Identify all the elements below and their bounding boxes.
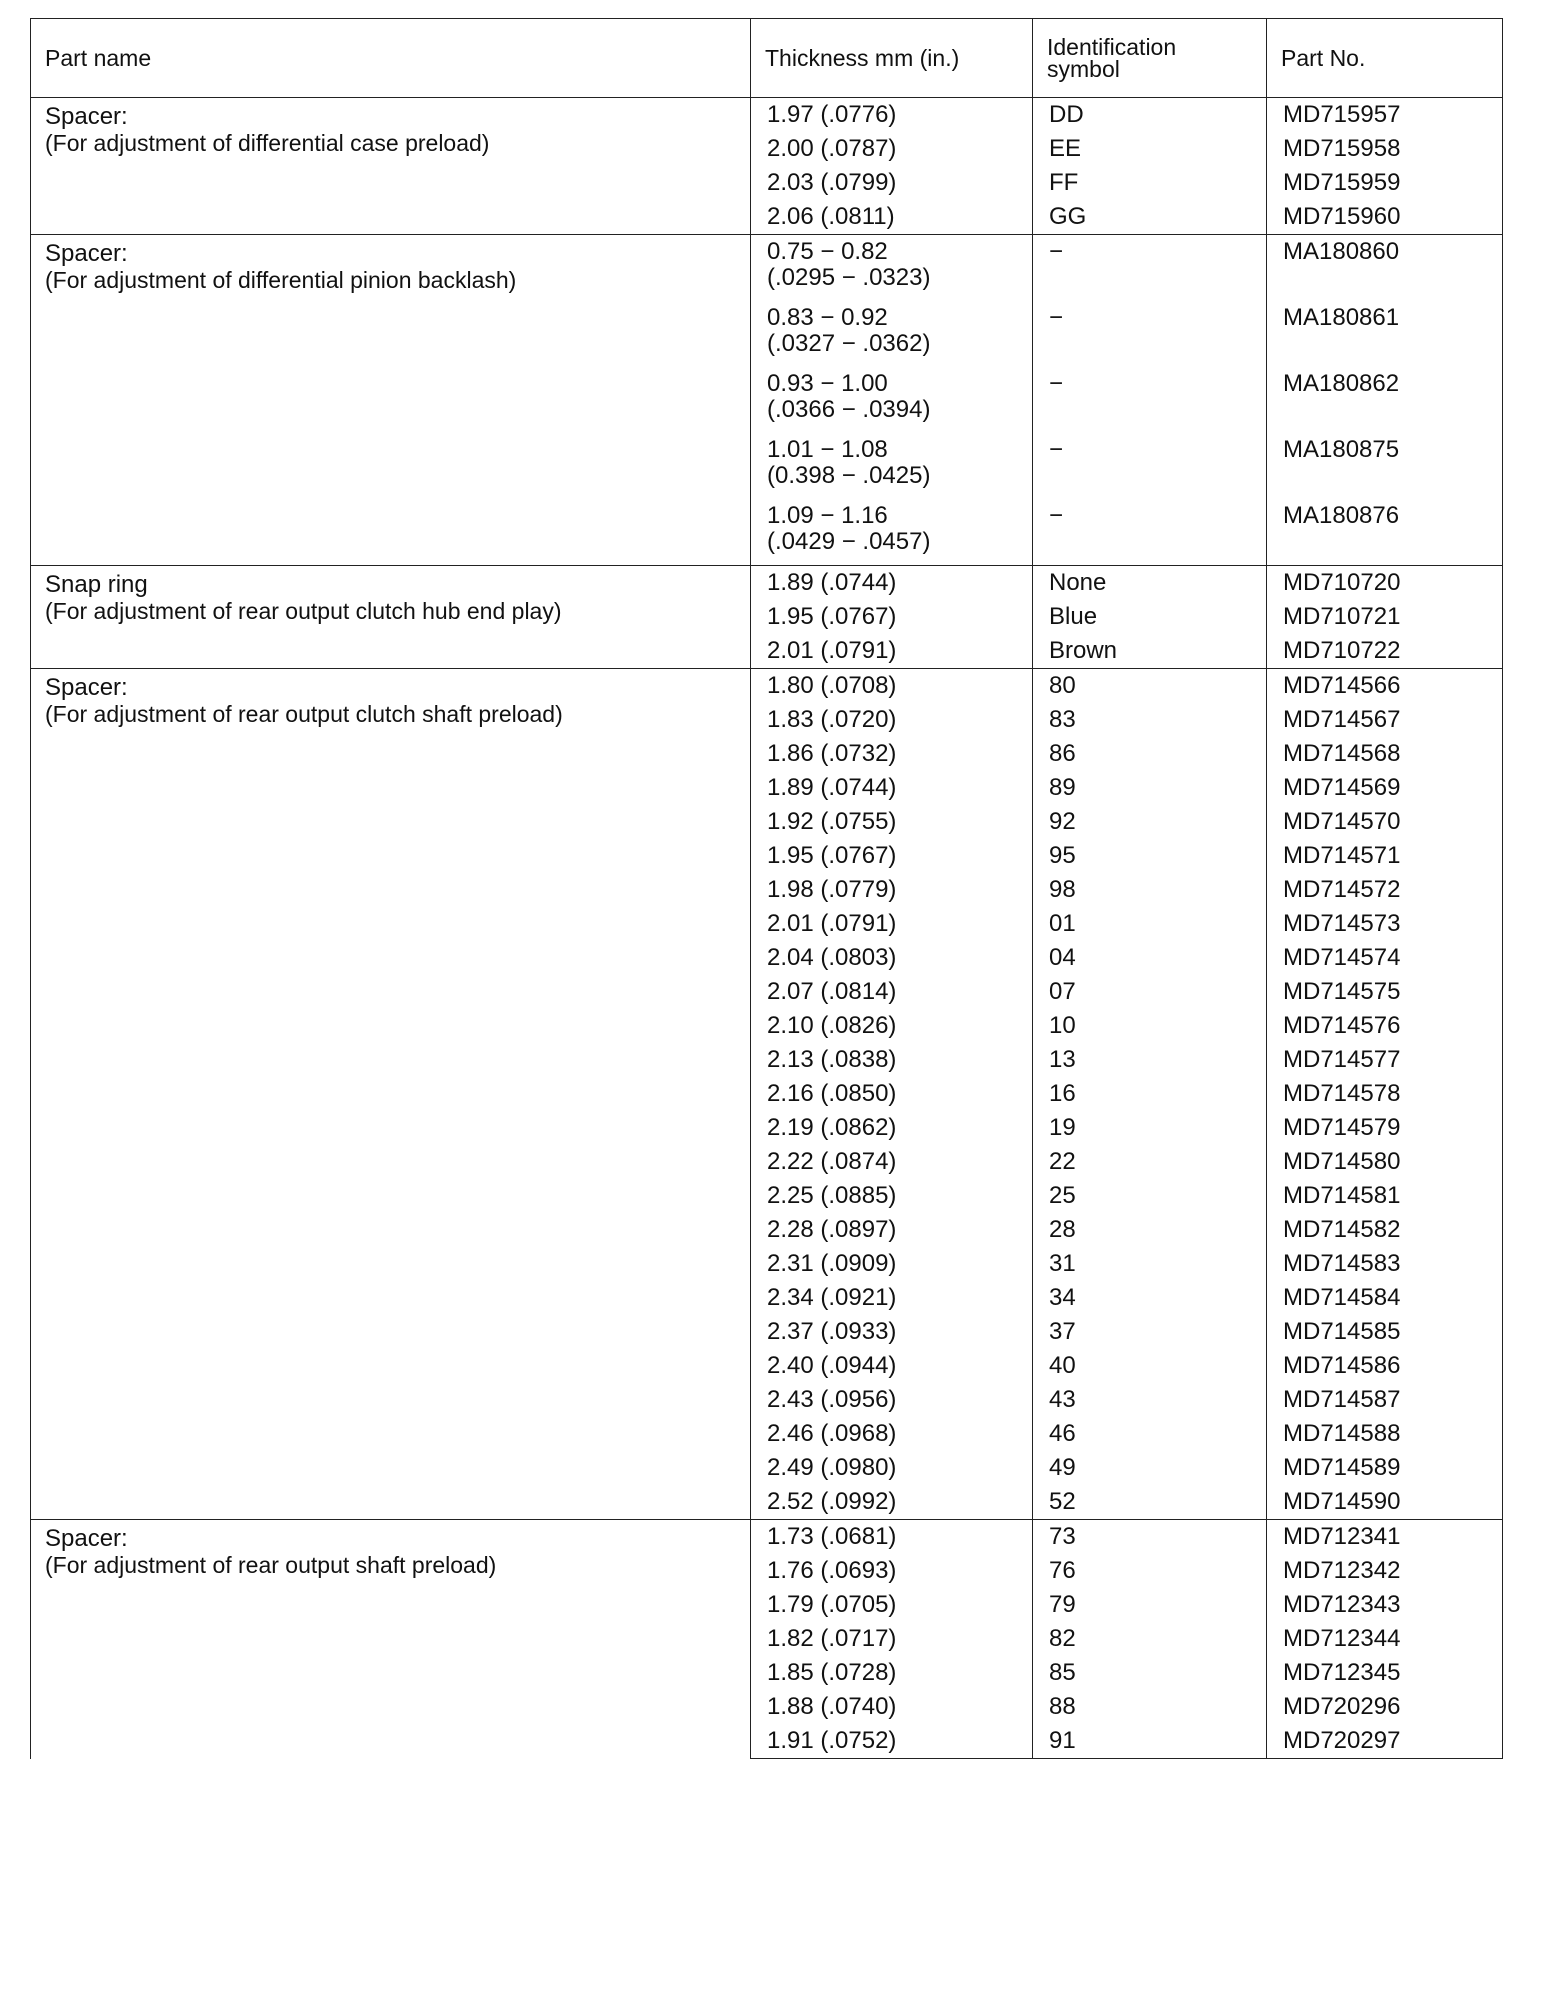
identification-symbol-cell [1033, 703, 1267, 737]
identification-symbol-cell [1033, 1213, 1267, 1247]
identification-symbol-cell [1033, 873, 1267, 907]
thickness-value: 2.03 (.0799) [767, 169, 897, 196]
identification-symbol-cell [1033, 98, 1267, 133]
thickness-cell [751, 1724, 1033, 1759]
thickness-value: 2.43 (.0956) [767, 1386, 897, 1413]
identification-symbol: 10 [1049, 1012, 1076, 1039]
identification-symbol-cell [1033, 499, 1267, 566]
part-number-cell [1267, 1622, 1503, 1656]
identification-symbol: 91 [1049, 1727, 1076, 1754]
thickness-value: 1.86 (.0732) [767, 740, 897, 767]
identification-symbol: 73 [1049, 1523, 1076, 1550]
thickness-cell [751, 499, 1033, 566]
identification-symbol-cell [1033, 1656, 1267, 1690]
part-number: MD715959 [1283, 169, 1401, 196]
part-number-cell [1267, 839, 1503, 873]
thickness-cell [751, 839, 1033, 873]
thickness-cell [751, 1043, 1033, 1077]
part-number-cell [1267, 1213, 1503, 1247]
part-number: MD714580 [1283, 1148, 1401, 1175]
thickness-value: 1.97 (.0776) [767, 101, 897, 128]
identification-symbol: 89 [1049, 774, 1076, 801]
part-number: MD714569 [1283, 774, 1401, 801]
thickness-cell [751, 873, 1033, 907]
identification-symbol: 88 [1049, 1693, 1076, 1720]
identification-symbol: 95 [1049, 842, 1076, 869]
part-number-cell [1267, 737, 1503, 771]
thickness-cell [751, 1554, 1033, 1588]
thickness-cell [751, 166, 1033, 200]
thickness-cell [751, 367, 1033, 433]
part-number: MD715957 [1283, 101, 1401, 128]
thickness-value: 1.01 − 1.08 [767, 436, 888, 463]
part-name: Spacer: [45, 103, 128, 130]
part-number-cell [1267, 805, 1503, 839]
part-number-cell [1267, 1383, 1503, 1417]
part-number: MD712345 [1283, 1659, 1401, 1686]
thickness-value: 2.16 (.0850) [767, 1080, 897, 1107]
part-number: MD715960 [1283, 203, 1401, 230]
identification-symbol-cell [1033, 737, 1267, 771]
part-description: (For adjustment of rear output clutch hub end play) [45, 598, 562, 624]
part-number: MA180860 [1283, 238, 1400, 265]
identification-symbol: Blue [1049, 603, 1098, 630]
identification-symbol: 37 [1049, 1318, 1076, 1345]
identification-symbol-cell [1033, 1349, 1267, 1383]
header-part-name: Part name [31, 19, 751, 98]
thickness-value: 2.01 (.0791) [767, 910, 897, 937]
part-number: MD712344 [1283, 1625, 1401, 1652]
part-number-cell [1267, 1111, 1503, 1145]
identification-symbol-cell [1033, 1145, 1267, 1179]
thickness-cell [751, 301, 1033, 367]
thickness-cell [751, 1247, 1033, 1281]
identification-symbol: 98 [1049, 876, 1076, 903]
part-number: MD714590 [1283, 1488, 1401, 1515]
thickness-inch-range: (.0366 − .0394) [767, 396, 931, 423]
thickness-cell [751, 634, 1033, 669]
part-number-cell [1267, 301, 1503, 367]
identification-symbol: 31 [1049, 1250, 1076, 1277]
identification-symbol-cell [1033, 941, 1267, 975]
part-number: MD710722 [1283, 637, 1401, 664]
thickness-value: 1.91 (.0752) [767, 1727, 897, 1754]
part-name-cell [31, 1520, 751, 1759]
identification-symbol-cell [1033, 132, 1267, 166]
thickness-value: 2.04 (.0803) [767, 944, 897, 971]
part-number-cell [1267, 1077, 1503, 1111]
thickness-cell [751, 235, 1033, 302]
thickness-cell [751, 737, 1033, 771]
thickness-value: 2.37 (.0933) [767, 1318, 897, 1345]
thickness-cell [751, 132, 1033, 166]
part-description: (For adjustment of rear output clutch shaft preload) [45, 701, 563, 727]
part-number-cell [1267, 1281, 1503, 1315]
thickness-value: 1.88 (.0740) [767, 1693, 897, 1720]
parts-table-sheet [30, 18, 1502, 1759]
table-body [31, 98, 1503, 1759]
part-number-cell [1267, 1247, 1503, 1281]
part-number: MD714577 [1283, 1046, 1401, 1073]
part-number: MD714574 [1283, 944, 1401, 971]
part-number: MA180862 [1283, 370, 1400, 397]
part-description: (For adjustment of differential case preload) [45, 130, 490, 156]
part-number-cell [1267, 975, 1503, 1009]
part-number: MD720297 [1283, 1727, 1401, 1754]
part-number: MA180876 [1283, 502, 1400, 529]
part-name-cell [31, 669, 751, 1520]
thickness-cell [751, 433, 1033, 499]
identification-symbol: 80 [1049, 672, 1076, 699]
thickness-value: 2.46 (.0968) [767, 1420, 897, 1447]
table-row [31, 566, 1503, 601]
identification-symbol: GG [1049, 203, 1087, 230]
identification-symbol-cell [1033, 1520, 1267, 1555]
identification-symbol: 22 [1049, 1148, 1076, 1175]
identification-symbol-cell [1033, 600, 1267, 634]
identification-symbol-cell [1033, 1009, 1267, 1043]
thickness-value: 2.07 (.0814) [767, 978, 897, 1005]
header-part-no: Part No. [1267, 19, 1503, 98]
part-number-cell [1267, 1520, 1503, 1555]
part-name-cell [31, 235, 751, 566]
thickness-value: 2.28 (.0897) [767, 1216, 897, 1243]
identification-symbol: 79 [1049, 1591, 1076, 1618]
identification-symbol: 85 [1049, 1659, 1076, 1686]
identification-symbol-cell [1033, 1247, 1267, 1281]
part-number-cell [1267, 1485, 1503, 1520]
part-number: MD710720 [1283, 569, 1401, 596]
part-number-cell [1267, 1043, 1503, 1077]
thickness-value: 0.83 − 0.92 [767, 304, 888, 331]
thickness-cell [751, 669, 1033, 704]
part-number: MD712343 [1283, 1591, 1401, 1618]
identification-symbol: 07 [1049, 978, 1076, 1005]
thickness-cell [751, 1213, 1033, 1247]
thickness-value: 2.31 (.0909) [767, 1250, 897, 1277]
identification-symbol-cell [1033, 1554, 1267, 1588]
identification-symbol: 82 [1049, 1625, 1076, 1652]
thickness-value: 1.89 (.0744) [767, 774, 897, 801]
thickness-cell [751, 1009, 1033, 1043]
thickness-value: 1.82 (.0717) [767, 1625, 897, 1652]
part-number: MD714571 [1283, 842, 1401, 869]
part-number: MD714585 [1283, 1318, 1401, 1345]
thickness-cell [751, 600, 1033, 634]
identification-symbol-cell [1033, 975, 1267, 1009]
part-number-cell [1267, 634, 1503, 669]
identification-symbol-cell [1033, 805, 1267, 839]
table-row [31, 235, 1503, 302]
part-number: MD714567 [1283, 706, 1401, 733]
identification-symbol: 28 [1049, 1216, 1076, 1243]
identification-symbol-cell [1033, 1111, 1267, 1145]
part-number: MD712342 [1283, 1557, 1401, 1584]
identification-symbol-cell [1033, 1315, 1267, 1349]
identification-symbol: − [1049, 370, 1064, 397]
identification-symbol: 46 [1049, 1420, 1076, 1447]
thickness-cell [751, 1315, 1033, 1349]
thickness-cell [751, 1656, 1033, 1690]
thickness-cell [751, 1349, 1033, 1383]
part-number-cell [1267, 499, 1503, 566]
identification-symbol-cell [1033, 200, 1267, 235]
thickness-cell [751, 1145, 1033, 1179]
thickness-cell [751, 975, 1033, 1009]
thickness-cell [751, 1281, 1033, 1315]
part-number-cell [1267, 669, 1503, 704]
thickness-cell [751, 566, 1033, 601]
thickness-cell [751, 771, 1033, 805]
thickness-value: 2.40 (.0944) [767, 1352, 897, 1379]
part-number: MD714566 [1283, 672, 1401, 699]
part-number-cell [1267, 1349, 1503, 1383]
identification-symbol-cell [1033, 235, 1267, 302]
part-number-cell [1267, 771, 1503, 805]
table-row [31, 98, 1503, 133]
identification-symbol: − [1049, 502, 1064, 529]
thickness-cell [751, 1520, 1033, 1555]
thickness-cell [751, 703, 1033, 737]
identification-symbol-cell [1033, 771, 1267, 805]
thickness-value: 2.13 (.0838) [767, 1046, 897, 1073]
part-number-cell [1267, 1656, 1503, 1690]
thickness-cell [751, 1383, 1033, 1417]
thickness-value: 2.49 (.0980) [767, 1454, 897, 1481]
header-thickness: Thickness mm (in.) [751, 19, 1033, 98]
thickness-value: 0.75 − 0.82 [767, 238, 888, 265]
identification-symbol: 40 [1049, 1352, 1076, 1379]
part-number: MD714582 [1283, 1216, 1401, 1243]
thickness-value: 2.10 (.0826) [767, 1012, 897, 1039]
part-number-cell [1267, 1690, 1503, 1724]
identification-symbol: 76 [1049, 1557, 1076, 1584]
part-number: MD714588 [1283, 1420, 1401, 1447]
part-number-cell [1267, 132, 1503, 166]
identification-symbol: 34 [1049, 1284, 1076, 1311]
part-number-cell [1267, 200, 1503, 235]
thickness-value: 1.80 (.0708) [767, 672, 897, 699]
identification-symbol-cell [1033, 1077, 1267, 1111]
identification-symbol-cell [1033, 1485, 1267, 1520]
identification-symbol-cell [1033, 1622, 1267, 1656]
thickness-value: 2.22 (.0874) [767, 1148, 897, 1175]
thickness-value: 2.52 (.0992) [767, 1488, 897, 1515]
part-number: MD714575 [1283, 978, 1401, 1005]
thickness-inch-range: (0.398 − .0425) [767, 462, 931, 489]
part-number-cell [1267, 1724, 1503, 1759]
part-number: MD714572 [1283, 876, 1401, 903]
part-number-cell [1267, 1179, 1503, 1213]
identification-symbol: − [1049, 304, 1064, 331]
part-number: MD714589 [1283, 1454, 1401, 1481]
part-number: MA180875 [1283, 436, 1400, 463]
thickness-value: 1.95 (.0767) [767, 603, 897, 630]
part-number-cell [1267, 703, 1503, 737]
part-number: MD715958 [1283, 135, 1401, 162]
thickness-value: 2.34 (.0921) [767, 1284, 897, 1311]
identification-symbol-cell [1033, 1451, 1267, 1485]
identification-symbol: 04 [1049, 944, 1076, 971]
thickness-cell [751, 1417, 1033, 1451]
identification-symbol-cell [1033, 1383, 1267, 1417]
identification-symbol-cell [1033, 669, 1267, 704]
thickness-cell [751, 1111, 1033, 1145]
identification-symbol-cell [1033, 1724, 1267, 1759]
thickness-value: 1.73 (.0681) [767, 1523, 897, 1550]
identification-symbol-cell [1033, 1043, 1267, 1077]
identification-symbol-cell [1033, 839, 1267, 873]
thickness-inch-range: (.0327 − .0362) [767, 330, 931, 357]
thickness-value: 1.85 (.0728) [767, 1659, 897, 1686]
thickness-inch-range: (.0429 − .0457) [767, 528, 931, 555]
part-name: Spacer: [45, 240, 128, 267]
identification-symbol-cell [1033, 1417, 1267, 1451]
part-number: MD714583 [1283, 1250, 1401, 1277]
part-name: Snap ring [45, 571, 148, 598]
thickness-cell [751, 1485, 1033, 1520]
thickness-value: 2.01 (.0791) [767, 637, 897, 664]
part-number-cell [1267, 941, 1503, 975]
identification-symbol: 13 [1049, 1046, 1076, 1073]
part-number-cell [1267, 1588, 1503, 1622]
identification-symbol: EE [1049, 135, 1082, 162]
thickness-cell [751, 1451, 1033, 1485]
part-number-cell [1267, 600, 1503, 634]
part-number: MD710721 [1283, 603, 1401, 630]
part-number-cell [1267, 1451, 1503, 1485]
part-description: (For adjustment of differential pinion backlash) [45, 267, 517, 293]
identification-symbol-cell [1033, 166, 1267, 200]
thickness-value: 2.25 (.0885) [767, 1182, 897, 1209]
identification-symbol-cell [1033, 1281, 1267, 1315]
part-number: MA180861 [1283, 304, 1400, 331]
identification-symbol-cell [1033, 566, 1267, 601]
part-number: MD714584 [1283, 1284, 1401, 1311]
identification-symbol-cell [1033, 1179, 1267, 1213]
identification-symbol: FF [1049, 169, 1079, 196]
part-number: MD714576 [1283, 1012, 1401, 1039]
identification-symbol: 92 [1049, 808, 1076, 835]
header-identification-symbol: Identification symbol [1033, 19, 1267, 98]
thickness-value: 1.89 (.0744) [767, 569, 897, 596]
part-number: MD714573 [1283, 910, 1401, 937]
identification-symbol: − [1049, 436, 1064, 463]
thickness-value: 1.09 − 1.16 [767, 502, 888, 529]
part-number-cell [1267, 166, 1503, 200]
thickness-cell [751, 805, 1033, 839]
thickness-inch-range: (.0295 − .0323) [767, 264, 931, 291]
identification-symbol-cell [1033, 367, 1267, 433]
identification-symbol-cell [1033, 907, 1267, 941]
thickness-value: 2.19 (.0862) [767, 1114, 897, 1141]
thickness-value: 2.00 (.0787) [767, 135, 897, 162]
part-number-cell [1267, 1417, 1503, 1451]
part-number: MD714581 [1283, 1182, 1401, 1209]
identification-symbol: 83 [1049, 706, 1076, 733]
part-number-cell [1267, 367, 1503, 433]
part-name-cell [31, 566, 751, 669]
identification-symbol: 43 [1049, 1386, 1076, 1413]
part-number: MD712341 [1283, 1523, 1401, 1550]
part-number-cell [1267, 907, 1503, 941]
thickness-value: 1.92 (.0755) [767, 808, 897, 835]
identification-symbol: − [1049, 238, 1064, 265]
identification-symbol-cell [1033, 1588, 1267, 1622]
part-number: MD714570 [1283, 808, 1401, 835]
thickness-cell [751, 200, 1033, 235]
part-name-cell [31, 98, 751, 235]
identification-symbol-cell [1033, 433, 1267, 499]
part-number: MD714587 [1283, 1386, 1401, 1413]
part-number-cell [1267, 235, 1503, 302]
part-name: Spacer: [45, 1525, 128, 1552]
identification-symbol: 16 [1049, 1080, 1076, 1107]
thickness-value: 1.98 (.0779) [767, 876, 897, 903]
part-number-cell [1267, 1315, 1503, 1349]
thickness-value: 1.83 (.0720) [767, 706, 897, 733]
part-number: MD714579 [1283, 1114, 1401, 1141]
part-number-cell [1267, 1145, 1503, 1179]
thickness-cell [751, 941, 1033, 975]
thickness-cell [751, 1690, 1033, 1724]
part-description: (For adjustment of rear output shaft preload) [45, 1552, 497, 1578]
identification-symbol: 19 [1049, 1114, 1076, 1141]
thickness-cell [751, 907, 1033, 941]
identification-symbol: 86 [1049, 740, 1076, 767]
part-number: MD720296 [1283, 1693, 1401, 1720]
part-number-cell [1267, 1009, 1503, 1043]
part-number-cell [1267, 433, 1503, 499]
thickness-value: 0.93 − 1.00 [767, 370, 888, 397]
thickness-cell [751, 1588, 1033, 1622]
identification-symbol-cell [1033, 301, 1267, 367]
identification-symbol: 49 [1049, 1454, 1076, 1481]
part-number-cell [1267, 1554, 1503, 1588]
identification-symbol-cell [1033, 634, 1267, 669]
thickness-cell [751, 1622, 1033, 1656]
part-number: MD714586 [1283, 1352, 1401, 1379]
thickness-cell [751, 1179, 1033, 1213]
part-number: MD714578 [1283, 1080, 1401, 1107]
part-number-cell [1267, 873, 1503, 907]
part-number-cell [1267, 98, 1503, 133]
identification-symbol: 52 [1049, 1488, 1076, 1515]
thickness-value: 2.06 (.0811) [767, 203, 895, 230]
part-number: MD714568 [1283, 740, 1401, 767]
thickness-value: 1.76 (.0693) [767, 1557, 897, 1584]
thickness-value: 1.79 (.0705) [767, 1591, 897, 1618]
part-number-cell [1267, 566, 1503, 601]
table-row [31, 669, 1503, 704]
identification-symbol-cell [1033, 1690, 1267, 1724]
thickness-cell [751, 98, 1033, 133]
table-row [31, 1520, 1503, 1555]
identification-symbol: DD [1049, 101, 1084, 128]
spacer-parts-table [30, 18, 1503, 1759]
identification-symbol: Brown [1049, 637, 1118, 664]
identification-symbol: None [1049, 569, 1107, 596]
identification-symbol: 25 [1049, 1182, 1076, 1209]
thickness-value: 1.95 (.0767) [767, 842, 897, 869]
thickness-cell [751, 1077, 1033, 1111]
table-header-row [31, 19, 1503, 98]
part-name: Spacer: [45, 674, 128, 701]
identification-symbol: 01 [1049, 910, 1076, 937]
